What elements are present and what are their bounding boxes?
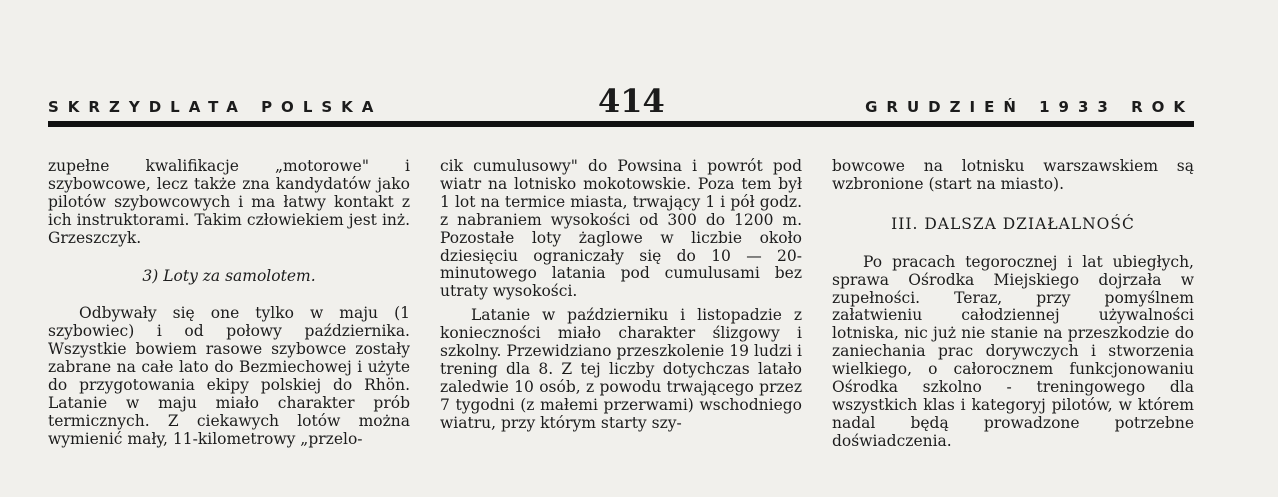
- section-heading-III: III. DALSZA DZIAŁALNOŚĆ: [891, 214, 1135, 233]
- header-rule: [48, 121, 1194, 127]
- column-1-paragraph-1: zupełne kwalifikacje „motorowe" i szybowcowe, lecz także zna kandydatów jako pilotów szybowcowych i ma łatwy kontakt z ich instruktorami. Takim człowiekiem jest inż. Grzeszczyk.: [48, 157, 410, 247]
- column-2-paragraph-1: cik cumulusowy" do Powsina i powrót pod wiatr na lotnisko mokotowskie. Poza tem był 1 lot na termice miasta, trwający 1 i pół godz. z nabraniem wysokości od 300 do 1200 m. Pozostałe loty żaglowe w liczbie około dziesięciu ograniczały się do 10 — 20-minutowego latania pod cumulusami bez utraty wysokości.: [440, 157, 802, 301]
- column-1: [48, 158, 410, 449]
- masthead: [48, 82, 1194, 120]
- journal-title: SKRZYDLATA POLSKA: [48, 98, 383, 116]
- column-1-paragraph-2: Odbywały się one tylko w maju (1 szybowiec) i od połowy października. Wszystkie bowiem rasowe szybowce zostały zabrane na całe lato do Bezmiechowej i użyte do przygotowania ekipy polskiej do Rhön. Latanie w maju miało charakter prób termicznych. Z ciekawych lotów można wymienić mały, 11-kilometrowy „przelo-: [48, 304, 410, 448]
- column-2: [440, 158, 802, 433]
- column-3-paragraph-2: Po pracach tegorocznej i lat ubiegłych, sprawa Ośrodka Miejskiego dojrzała w zupełności. Teraz, przy pomyślnem załatwieniu całodziennej używalności lotniska, nic już nie stanie na przeszkodzie do zaniechania prac dorywczych i stworzenia wielkiego, o całorocznem funkcjonowaniu Ośrodka szkolno - treningowego dla wszystkich klas i kategoryj pilotów, w którem nadal będą prowadzone potrzebne doświadczenia.: [832, 252, 1194, 450]
- column-3: [832, 158, 1194, 451]
- column-2-paragraph-2: Latanie w październiku i listopadzie z konieczności miało charakter ślizgowy i szkolny. Przewidziano przeszkolenie 19 ludzi i trening dla 8. Z tej liczby dotychczas latało zaledwie 10 osób, z powodu trwającego przez 7 tygodni (z małemi przerwami) wschodniego wiatru, przy którym starty szy-: [440, 306, 802, 432]
- column-3-paragraph-1: bowcowe na lotnisku warszawskiem są wzbronione (start na miasto).: [832, 157, 1194, 193]
- section-heading-3: 3) Loty za samolotem.: [142, 266, 316, 285]
- page-number: 414: [598, 82, 665, 120]
- issue-date: GRUDZIEŃ 1933 ROK: [865, 98, 1194, 116]
